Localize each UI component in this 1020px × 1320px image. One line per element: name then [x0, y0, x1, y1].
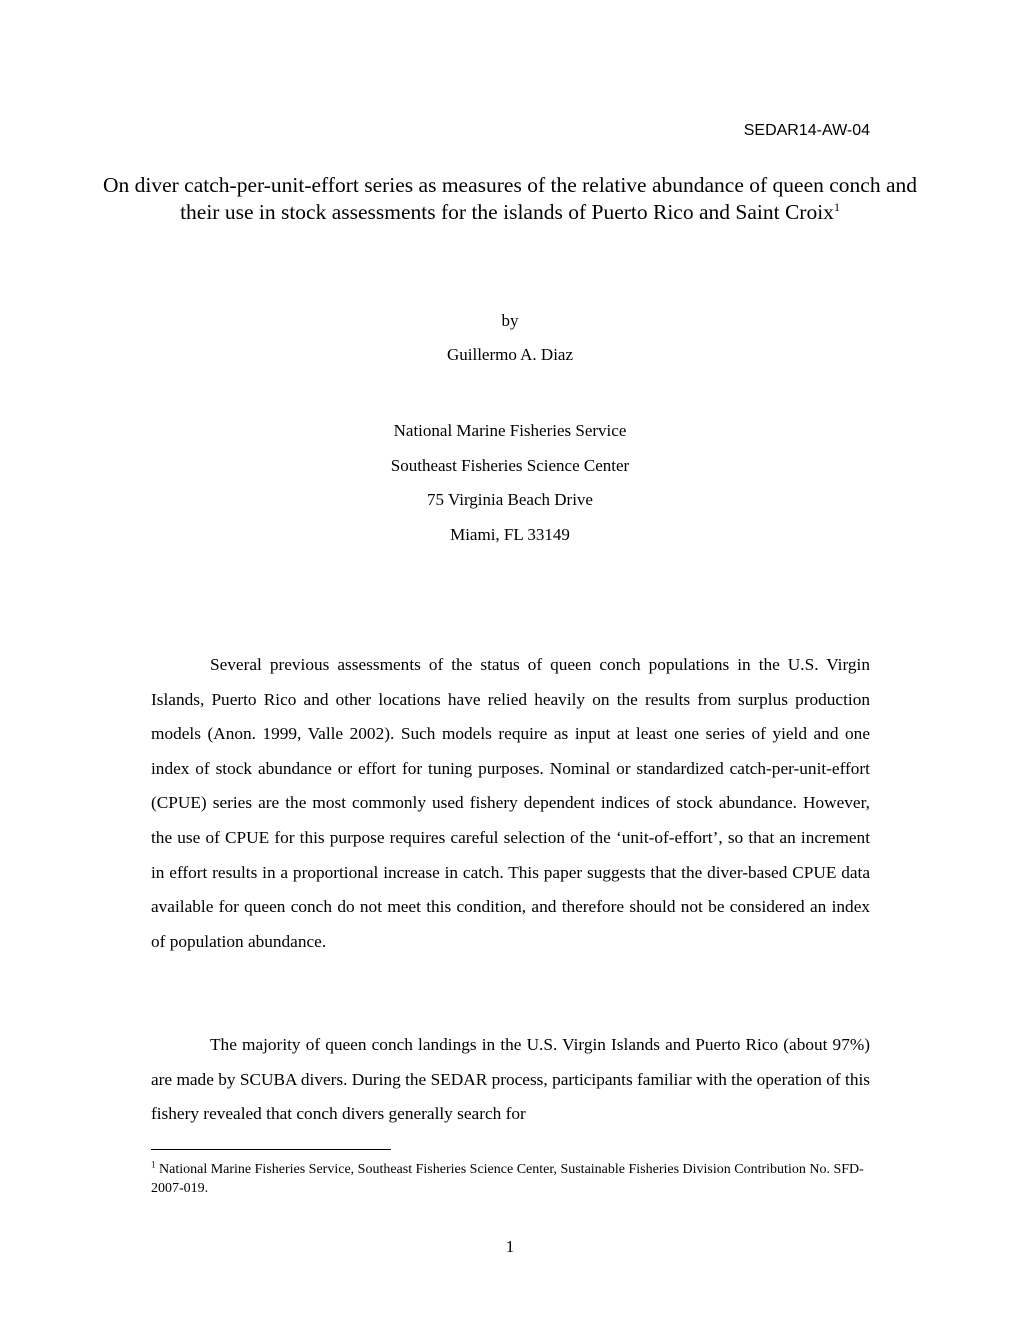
- footnote-mark: 1: [151, 1159, 156, 1170]
- by-line: by: [501, 311, 519, 330]
- paper-title: [100, 172, 920, 226]
- page-number: 1: [505, 1237, 515, 1256]
- affiliation-line: National Marine Fisheries Service: [393, 421, 627, 440]
- footnote: [151, 1160, 870, 1198]
- footnote-divider: [151, 1149, 391, 1150]
- author-name: Guillermo A. Diaz: [446, 345, 574, 364]
- document-id: SEDAR14-AW-04: [743, 122, 870, 139]
- body-paragraph: Several previous assessments of the status of queen conch populations in the U.S. Virgin Islands, Puerto Rico and other locations have relied heavily on the results from surplus production models (Anon. 1999, Valle 2002). Such models require as input at least one series of yield and one index of stock abundance or effort for tuning purposes. Nominal or standardized catch-per-unit-effort (CPUE) series are the most commonly used fishery dependent indices of stock abundance. However, the use of CPUE for this purpose requires careful selection of the ‘unit-of-effort’, so that an increment in effort results in a proportional increase in catch. This paper suggests that the diver-based CPUE data available for queen conch do not meet this condition, and therefore should not be considered an index of population abundance.: [151, 655, 870, 951]
- affiliation-line: Miami, FL 33149: [450, 524, 570, 544]
- body-paragraph: The majority of queen conch landings in the U.S. Virgin Islands and Puerto Rico (about 97%) are made by SCUBA divers. During the SEDAR process, participants familiar with the operation of this fishery revealed that conch divers generally search for: [151, 1035, 870, 1124]
- title-footnote-mark: 1: [833, 199, 840, 214]
- affiliation-line: 75 Virginia Beach Drive: [427, 490, 593, 509]
- footnote-text: National Marine Fisheries Service, Southeast Fisheries Science Center, Sustainable Fisheries Division Contribution No. SFD-2007-019.: [151, 1162, 864, 1196]
- paper-title-text: On diver catch-per-unit-effort series as measures of the relative abundance of queen conch and their use in stock assessments for the islands of Puerto Rico and Saint Croix: [102, 173, 918, 224]
- author-affiliation: [100, 414, 920, 552]
- affiliation-line: Southeast Fisheries Science Center: [390, 455, 630, 475]
